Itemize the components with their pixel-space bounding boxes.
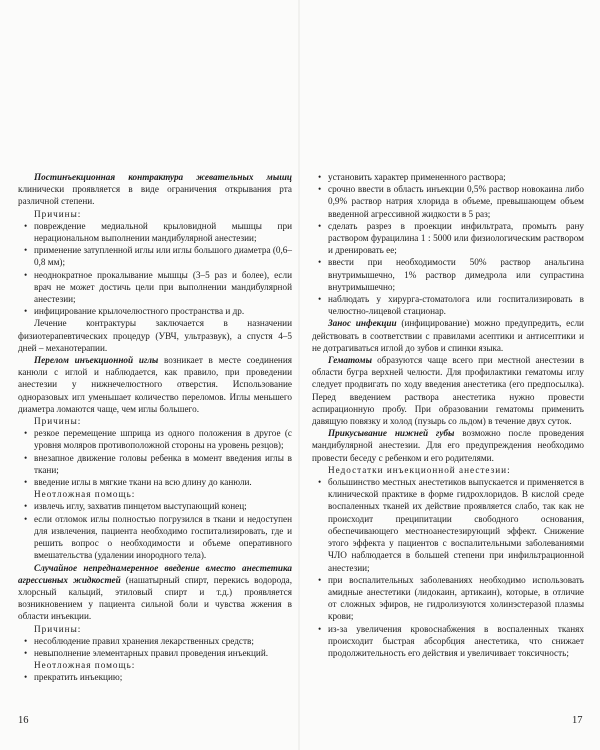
list-item: • если отломок иглы полностью погрузился в ткани и недоступен для извлечения, пациента необходимо госпитализировать, где и решить вопрос о необходимости и объеме оперативного вмешательства (удалении инородного тела). bbox=[24, 513, 292, 561]
emergency-label: Неотложная помощь: bbox=[34, 489, 136, 500]
hematoma-heading: Гематомы bbox=[328, 355, 372, 366]
list-item: • большинство местных анестетиков выпускается и применяется в клинической практике в форме гидрохлоридов. В кислой среде воспаленных тканей их действие проявляется слабо, так как не происходит преципитации свободного основания, обеспечивающего местноанестезирующий эффект. Снижение этого эффекта у пациентов с воспалительными заболеваниями ЧЛО наблюдается в большей степени при инфильтрационной анестезии; bbox=[318, 477, 584, 573]
list-item: • неоднократное прокалывание мышцы (3–5 раз и более), если врач не может достичь цели при выполнении мандибулярной анестезии; bbox=[24, 269, 292, 305]
causes-label: Причины: bbox=[34, 208, 82, 219]
list-item: • сделать разрез в проекции инфильтрата, промыть рану раствором фурацилина 1 : 5000 или физиологическим раствором и дренировать ее; bbox=[318, 220, 584, 256]
left-page bbox=[18, 171, 292, 684]
list-item: • при воспалительных заболеваниях необходимо использовать амидные анестетики (лидокаин, артикаин), которые, в отличие от сложных эфиров, не гидролизуются холинэстеразой плазмы крови; bbox=[318, 574, 584, 622]
list-item: • резкое перемещение шприца из одного положения в другое (с уровня моляров противоположной стороны на уровень резцов); bbox=[24, 428, 292, 451]
list-item: • применение затупленной иглы или иглы большого диаметра (0,6–0,8 мм); bbox=[24, 245, 292, 268]
fracture-heading: Перелом инъекционной иглы bbox=[34, 355, 159, 366]
list-item: • несоблюдение правил хранения лекарственных средств; bbox=[24, 635, 254, 646]
list-item: • ввести при необходимости 50% раствор анальгина внутримышечно, 1% раствор димедрола или супрастина внутримышечно; bbox=[318, 257, 584, 292]
causes-label: Причины: bbox=[34, 416, 82, 427]
page-number-right: 17 bbox=[572, 715, 583, 726]
list-item: • наблюдать у хирурга-стоматолога или госпитализировать в челюстно-лицевой стационар. bbox=[318, 294, 584, 317]
list-item: • срочно ввести в область инъекции 0,5% раствор новокаина либо 0,9% раствор натрия хлорида в объеме, превышающем объем введенной агрессивной жидкости в 5 раз; bbox=[318, 184, 584, 219]
causes-label: Причины: bbox=[34, 623, 82, 634]
list-item: • инфицирование крылочелюстного пространства и др. bbox=[24, 306, 245, 317]
gutter bbox=[298, 0, 300, 750]
treatment-paragraph: Лечение контрактуры заключается в назначении физиотерапевтических процедур (УВЧ, ультразвук), а спустя 4–5 дней – механотерапии. bbox=[18, 318, 292, 353]
list-item: • невыполнение элементарных правил проведения инъекций. bbox=[24, 647, 269, 658]
contracture-paragraph: Постинъекционная контрактура жевательных мышц клинически проявляется в виде ограничения открывания рта различной степени. bbox=[18, 172, 292, 207]
accidental-paragraph: Случайное непреднамеренное введение вместо анестетика агрессивных жидкостей (нашатырный спирт, перекись водорода, хлорсный кальций, этиловый спирт и т.д.) проявляется возникновением у пациента сильной боли и чувства жжения в области инъекции. bbox=[18, 562, 292, 622]
lip-paragraph: Прикусывание нижней губы возможно после проведения мандибулярной анестезии. Для его предупреждения необходимо провести беседу с ребенком и его родителями. bbox=[312, 428, 585, 463]
drawbacks-label: Недостатки инъекционной анестезии: bbox=[328, 464, 511, 475]
hematoma-paragraph: Гематомы образуются чаще всего при местной анестезии в области бугра верхней челюсти. Для профилактики гематомы иглу следует продвигать по ходу введения анестетика (его предпосылка). Перед введением раствора анестетика нужно провести аспирационную пробу. При образовании гематомы применить давящую повязку и холод (пузырь со льдом) в течение двух суток. bbox=[312, 355, 584, 427]
lip-heading: Прикусывание нижней губы bbox=[328, 428, 455, 439]
infection-paragraph: Занос инфекции (инфицирование) можно предупредить, если действовать в соответствии с правилами асептики и антисептики и не дотрагиваться иглой до зубов и спинки языка. bbox=[312, 318, 584, 353]
fracture-paragraph: Перелом инъекционной иглы возникает в месте соединения канюли с иглой и наблюдается, как правило, при проведении анестезии у нижнечелюстного отверстия. Использование одноразовых игл уменьшает количество переломов. Иглы меньшего диаметра ломаются чаще, чем иглы большего. bbox=[18, 355, 292, 414]
page-number-left: 16 bbox=[18, 715, 29, 726]
list-item: • из-за увеличения кровоснабжения в воспаленных тканях происходит быстрая абсорбция анестетика, что снижает продолжительность его действия и увеличивает токсичность; bbox=[318, 623, 584, 658]
right-page bbox=[312, 171, 584, 659]
list-item: • установить характер примененного раствора; bbox=[318, 172, 506, 182]
infection-heading: Занос инфекции bbox=[328, 318, 397, 329]
accidental-heading: Случайное непреднамеренное введение вместо анестетика агрессивных жидкостей bbox=[18, 562, 292, 585]
list-item: • внезапное движение головы ребенка в момент введения иглы в ткани; bbox=[24, 452, 292, 475]
list-item: • введение иглы в мягкие ткани на всю длину до канюли. bbox=[24, 477, 252, 488]
contracture-heading: Постинъекционная контрактура жевательных мышц bbox=[34, 172, 292, 182]
emergency-label: Неотложная помощь: bbox=[34, 660, 136, 671]
list-item: • повреждение медиальной крыловидной мышцы при нерациональном выполнении мандибулярной анестезии; bbox=[24, 220, 292, 244]
list-item: • извлечь иглу, захватив пинцетом выступающий конец; bbox=[24, 501, 247, 512]
list-item: • прекратить инъекцию; bbox=[24, 672, 123, 683]
